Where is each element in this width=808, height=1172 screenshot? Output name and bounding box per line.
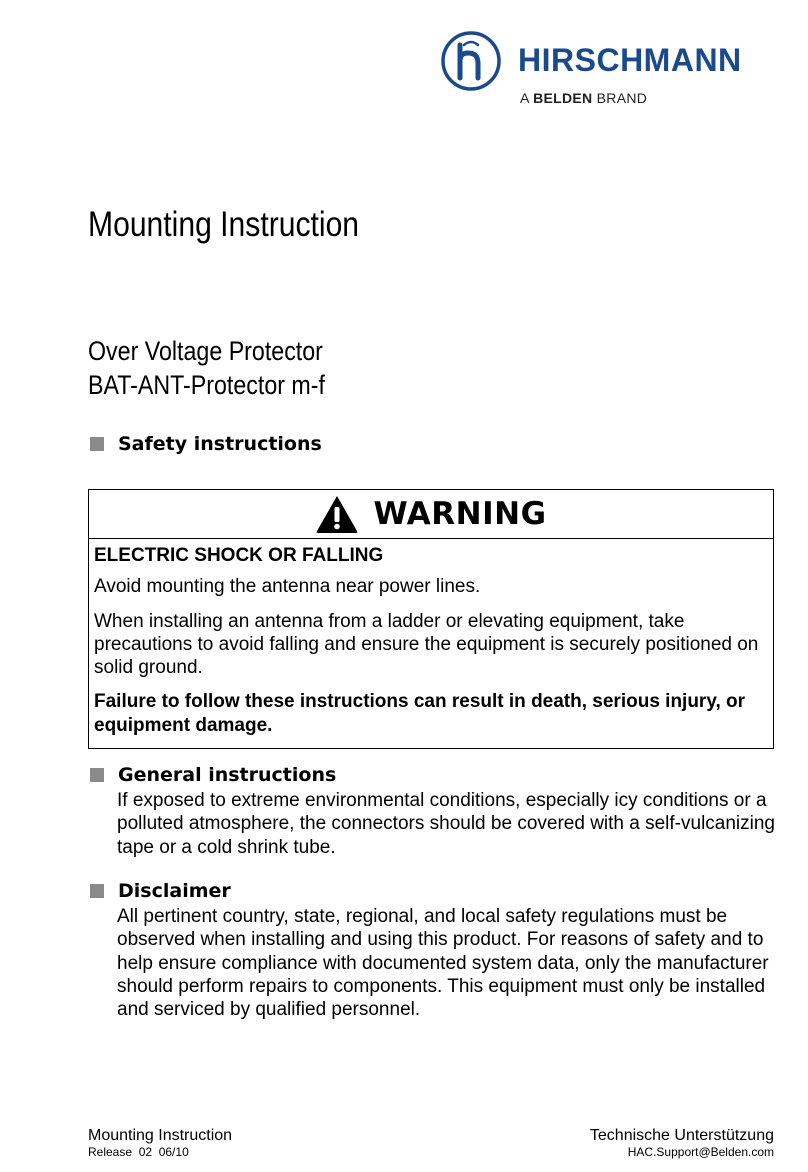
warning-subheading: ELECTRIC SHOCK OR FALLING — [94, 545, 384, 566]
company-logo — [440, 28, 780, 112]
section-heading-safety — [90, 433, 322, 455]
footer-release: Release 02 06/10 — [88, 1145, 189, 1159]
warning-triangle-icon — [315, 494, 359, 534]
warning-paragraph-1: Avoid mounting the antenna near power lines. — [94, 576, 481, 598]
footer-right — [590, 1126, 774, 1160]
disclaimer-body: All pertinent country, state, regional, and local safety regulations must be observed when installing and using this product. For reasons of safety and to help ensure compliance with documented system data, only the manufacturer should perform repairs to components. This equipment must only be installed and serviced by qualified personnel. — [117, 906, 769, 1021]
warning-consequence: Failure to follow these instructions can result in death, serious injury, or equipment damage. — [94, 691, 746, 736]
square-bullet-icon — [90, 768, 104, 782]
product-subtitle-line1: Over Voltage Protector — [88, 336, 323, 366]
footer-left — [88, 1126, 232, 1160]
warning-label: WARNING — [373, 496, 547, 532]
hirschmann-logo-icon — [440, 30, 502, 92]
warning-content — [89, 539, 773, 737]
section-heading-general-label: General instructions — [118, 764, 337, 786]
logo-tagline — [520, 90, 647, 106]
product-subtitle-line2: BAT-ANT-Protector m-f — [88, 370, 325, 400]
logo-tagline-suffix: BRAND — [596, 90, 648, 106]
section-heading-disclaimer — [90, 880, 231, 902]
footer-doc-title: Mounting Instruction — [88, 1127, 233, 1144]
page-title: Mounting Instruction — [88, 205, 360, 244]
warning-paragraph-2: When installing an antenna from a ladder or elevating equipment, take precautions to avoid falling and ensure the equipment is securely positioned on solid ground. — [94, 610, 759, 679]
footer-support-title: Technische Unterstützung — [589, 1127, 774, 1144]
section-heading-disclaimer-label: Disclaimer — [118, 880, 231, 902]
general-instructions-body: If exposed to extreme environmental conditions, especially icy conditions or a polluted atmosphere, the connectors should be covered with a self-vulcanizing tape or a cold shrink tube. — [117, 790, 775, 858]
warning-box — [88, 489, 774, 749]
section-heading-general — [90, 764, 336, 786]
square-bullet-icon — [90, 437, 104, 451]
logo-tagline-brand: BELDEN — [533, 90, 593, 106]
footer-support-email[interactable]: HAC.Support@Belden.com — [627, 1145, 774, 1159]
section-heading-safety-label: Safety instructions — [118, 433, 322, 455]
logo-name: HIRSCHMANN — [518, 42, 742, 78]
logo-tagline-prefix: A — [520, 90, 529, 106]
warning-header — [89, 490, 773, 539]
square-bullet-icon — [90, 884, 104, 898]
